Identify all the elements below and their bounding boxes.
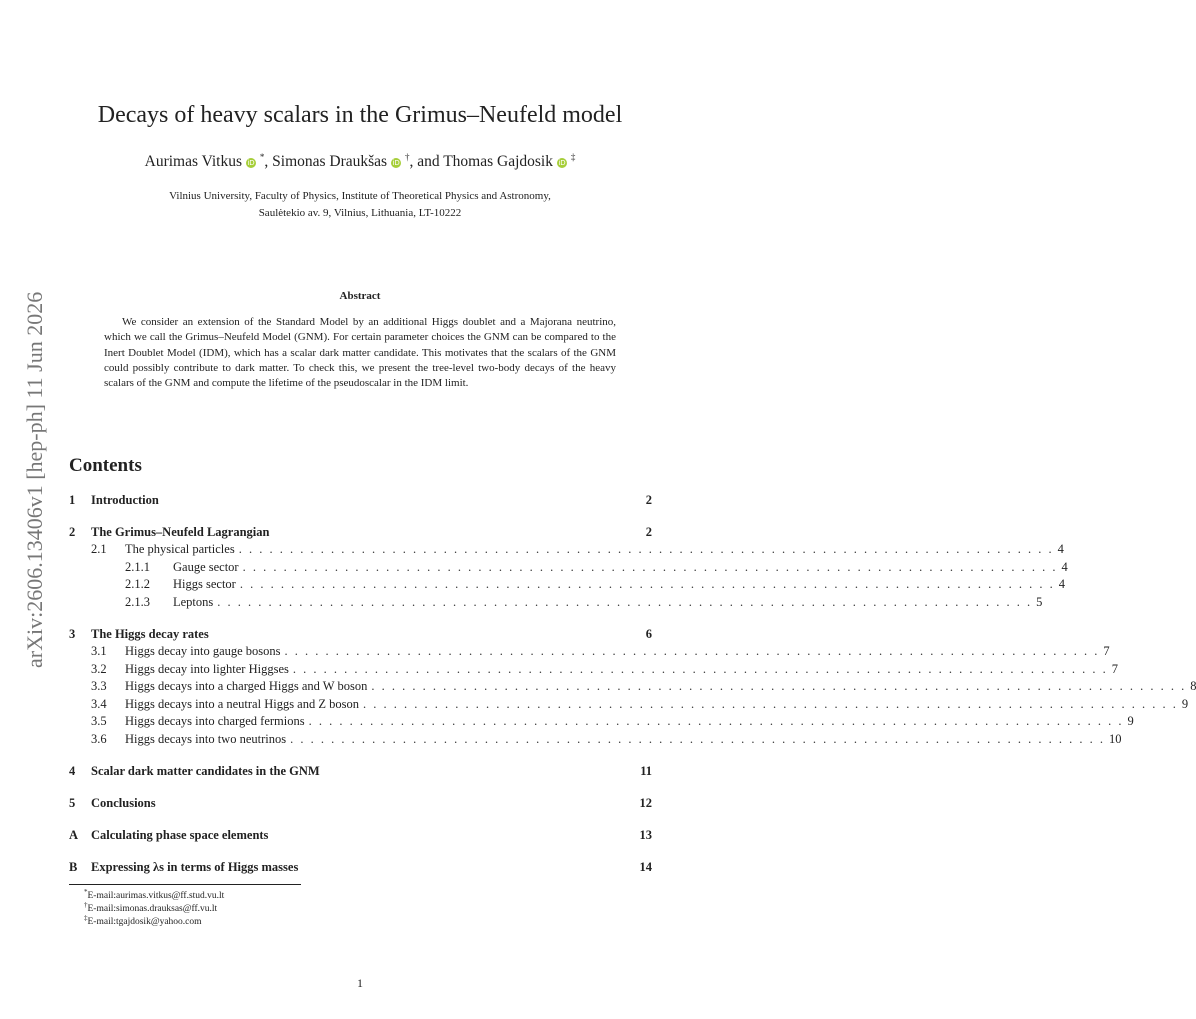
- footnote: [84, 888, 224, 901]
- toc-entry[interactable]: [69, 525, 652, 541]
- toc-leader-dots: . . . . . . . . . . . . . . . . . . . . . . . . . . . . . . . . . . . . . . . . . . . . . . . . . . . . . . . . . . . . . . . . . . . . . . . . . . . . . . . .: [242, 560, 1058, 574]
- toc-entry-title: The physical particles: [125, 542, 235, 556]
- author-mark: ‡: [570, 152, 576, 162]
- toc-entry[interactable]: [69, 542, 1064, 558]
- toc-entry-number: 3.5: [91, 714, 107, 728]
- toc-entry-title: Introduction: [91, 493, 159, 507]
- author-separator: ,: [264, 153, 273, 171]
- toc-leader-dots: . . . . . . . . . . . . . . . . . . . . . . . . . . . . . . . . . . . . . . . . . . . . . . . . . . . . . . . . . . . . . . . . . . . . . . . . . . . . . . . .: [238, 542, 1054, 556]
- toc-entry-page: 8: [1190, 679, 1196, 693]
- toc-entry[interactable]: [69, 764, 652, 780]
- toc-entry-title: Leptons: [173, 595, 214, 609]
- abstract-heading: Abstract: [339, 290, 381, 302]
- author-name[interactable]: Thomas Gajdosik: [443, 153, 553, 171]
- toc-entry-number: 3.6: [91, 732, 107, 746]
- toc-entry-number: 2: [69, 525, 76, 539]
- toc-leader-dots: . . . . . . . . . . . . . . . . . . . . . . . . . . . . . . . . . . . . . . . . . . . . . . . . . . . . . . . . . . . . . . . . . . . . . . . . . . . . . . . .: [292, 662, 1108, 676]
- toc-entry[interactable]: [69, 595, 1043, 611]
- toc-entry-page: 11: [640, 764, 652, 778]
- toc-entry-title: Gauge sector: [173, 560, 239, 574]
- toc-entry-title: Conclusions: [91, 796, 156, 810]
- toc-entry-title: Higgs decays into charged fermions: [125, 714, 305, 728]
- toc-entry-page: 6: [645, 627, 652, 641]
- toc-leader-dots: . . . . . . . . . . . . . . . . . . . . . . . . . . . . . . . . . . . . . . . . . . . . . . . . . . . . . . . . . . . . . . . . . . . . . . . . . . . . . . . .: [284, 644, 1100, 658]
- toc-entry-page: 5: [1036, 595, 1043, 609]
- toc-entry[interactable]: [69, 560, 1068, 576]
- author-mark: †: [404, 152, 410, 162]
- toc-entry-number: 3.4: [91, 697, 107, 711]
- toc-entry-page: 10: [1108, 732, 1122, 746]
- toc-entry-number: 1: [69, 493, 76, 507]
- author-mark: *: [259, 152, 265, 162]
- contents-heading: Contents: [69, 455, 142, 476]
- toc-entry-page: 2: [645, 493, 652, 507]
- toc-entry-number: 2.1.2: [125, 577, 150, 591]
- footnote-text[interactable]: E-mail:tgajdosik@yahoo.com: [87, 917, 202, 928]
- toc-entry-page: 9: [1127, 714, 1134, 728]
- toc-entry[interactable]: [69, 662, 1118, 678]
- toc-entry-page: 13: [639, 828, 652, 842]
- orcid-icon[interactable]: iD: [558, 159, 566, 168]
- toc-entry-number: A: [69, 828, 79, 842]
- page-number: 1: [357, 976, 363, 990]
- toc-leader-dots: . . . . . . . . . . . . . . . . . . . . . . . . . . . . . . . . . . . . . . . . . . . . . . . . . . . . . . . . . . . . . . . . . . . . . . . . . . . . . . . .: [371, 679, 1187, 693]
- toc-leader-dots: . . . . . . . . . . . . . . . . . . . . . . . . . . . . . . . . . . . . . . . . . . . . . . . . . . . . . . . . . . . . . . . . . . . . . . . . . . . . . . . .: [217, 595, 1033, 609]
- footnote-text[interactable]: E-mail:simonas.drauksas@ff.vu.lt: [87, 904, 218, 915]
- toc-entry-page: 14: [639, 860, 652, 874]
- toc-entry-number: 2.1: [91, 542, 107, 556]
- toc-leader-dots: . . . . . . . . . . . . . . . . . . . . . . . . . . . . . . . . . . . . . . . . . . . . . . . . . . . . . . . . . . . . . . . . . . . . . . . . . . . . . . . .: [362, 697, 1178, 711]
- toc-entry[interactable]: [69, 860, 652, 876]
- affiliation-line: Saulėtekio av. 9, Vilnius, Lithuania, LT-10222: [258, 207, 462, 219]
- toc-entry[interactable]: [69, 714, 1134, 730]
- toc-entry-number: B: [69, 860, 78, 874]
- toc-entry-title: Higgs decays into a neutral Higgs and Z boson: [125, 697, 359, 711]
- toc-entry-page: 7: [1103, 644, 1110, 658]
- arxiv-stamp: arXiv:2606.13406v1 [hep-ph] 11 Jun 2026: [22, 291, 47, 668]
- toc-entry[interactable]: [69, 732, 1122, 748]
- footnote-mark: *: [84, 888, 88, 896]
- toc-entry-title: Higgs decays into two neutrinos: [125, 732, 287, 746]
- orcid-icon[interactable]: iD: [247, 159, 255, 168]
- toc-leader-dots: . . . . . . . . . . . . . . . . . . . . . . . . . . . . . . . . . . . . . . . . . . . . . . . . . . . . . . . . . . . . . . . . . . . . . . . . . . . . . . . .: [290, 732, 1105, 746]
- toc-entry-page: 4: [1057, 542, 1064, 556]
- toc-leader-dots: . . . . . . . . . . . . . . . . . . . . . . . . . . . . . . . . . . . . . . . . . . . . . . . . . . . . . . . . . . . . . . . . . . . . . . . . . . . . . . . .: [239, 577, 1055, 591]
- toc-entry-title: Calculating phase space elements: [91, 828, 269, 842]
- toc-entry-page: 9: [1181, 697, 1189, 711]
- paper-title: Decays of heavy scalars in the Grimus–Neufeld model: [97, 102, 623, 128]
- footnote: [84, 914, 202, 927]
- toc-entry-page: 7: [1111, 662, 1118, 676]
- toc-entry-page: 12: [639, 796, 652, 810]
- toc-entry-number: 2.1.1: [125, 560, 150, 574]
- toc-entry[interactable]: [69, 697, 1189, 713]
- toc-entry[interactable]: [69, 577, 1065, 593]
- abstract-text: We consider an extension of the Standard Model by an additional Higgs doublet and a Majorana neutrino, which we call the Grimus–Neufeld Model (GNM). For certain parameter choices the GNM can be compared to the Inert Doublet Model (IDM), which has a scalar dark matter candidate. This motivates that the scalars of the GNM could possibly contribute to dark matter. To check this, we present the tree-level two-body decays of the heavy scalars of the GNM and compute the lifetime of the pseudoscalar in the IDM limit.: [104, 316, 616, 390]
- toc-entry-title: Scalar dark matter candidates in the GNM: [91, 764, 320, 778]
- toc-entry-title: Higgs decay into gauge bosons: [125, 644, 281, 658]
- author-name[interactable]: Simonas Draukšas: [272, 153, 388, 171]
- toc-entry-title: Higgs decay into lighter Higgses: [125, 662, 289, 676]
- toc-entry-title: Expressing λs in terms of Higgs masses: [91, 860, 299, 874]
- author-list: [0, 152, 720, 171]
- toc-entry-title: Higgs decays into a charged Higgs and W boson: [125, 679, 368, 693]
- footnote-mark: ‡: [84, 914, 88, 922]
- toc-leader-dots: . . . . . . . . . . . . . . . . . . . . . . . . . . . . . . . . . . . . . . . . . . . . . . . . . . . . . . . . . . . . . . . . . . . . . . . . . . . . . . . .: [308, 714, 1124, 728]
- toc-entry-title: The Higgs decay rates: [91, 627, 209, 641]
- toc-entry-number: 2.1.3: [125, 595, 150, 609]
- toc-entry-page: 4: [1058, 577, 1065, 591]
- toc-entry-number: 5: [69, 796, 76, 810]
- toc-entry-number: 3.2: [91, 662, 107, 676]
- toc-entry[interactable]: [69, 796, 652, 812]
- toc-entry-title: Higgs sector: [173, 577, 236, 591]
- toc-entry[interactable]: [69, 493, 652, 509]
- toc-entry[interactable]: [69, 627, 652, 643]
- footnote-text[interactable]: E-mail:aurimas.vitkus@ff.stud.vu.lt: [87, 891, 225, 902]
- toc-entry-title: The Grimus–Neufeld Lagrangian: [91, 525, 270, 539]
- toc-entry-number: 3.3: [91, 679, 107, 693]
- footnote-rule: [69, 884, 301, 885]
- toc-entry[interactable]: [69, 828, 652, 844]
- toc-entry[interactable]: [69, 644, 1110, 660]
- toc-entry-page: 4: [1061, 560, 1068, 574]
- toc-entry-number: 3: [69, 627, 76, 641]
- toc-entry-page: 2: [645, 525, 652, 539]
- author-separator: , and: [409, 153, 444, 171]
- footnote-mark: †: [84, 901, 88, 909]
- toc-entry-number: 3.1: [91, 644, 107, 658]
- affiliation: [0, 188, 720, 222]
- toc-entry[interactable]: [69, 679, 1196, 695]
- author-name[interactable]: Aurimas Vitkus: [144, 153, 243, 171]
- affiliation-line: Vilnius University, Faculty of Physics, Institute of Theoretical Physics and Astronomy,: [169, 190, 551, 202]
- toc-entry-number: 4: [69, 764, 76, 778]
- orcid-icon[interactable]: iD: [392, 159, 400, 168]
- footnote: [84, 901, 217, 914]
